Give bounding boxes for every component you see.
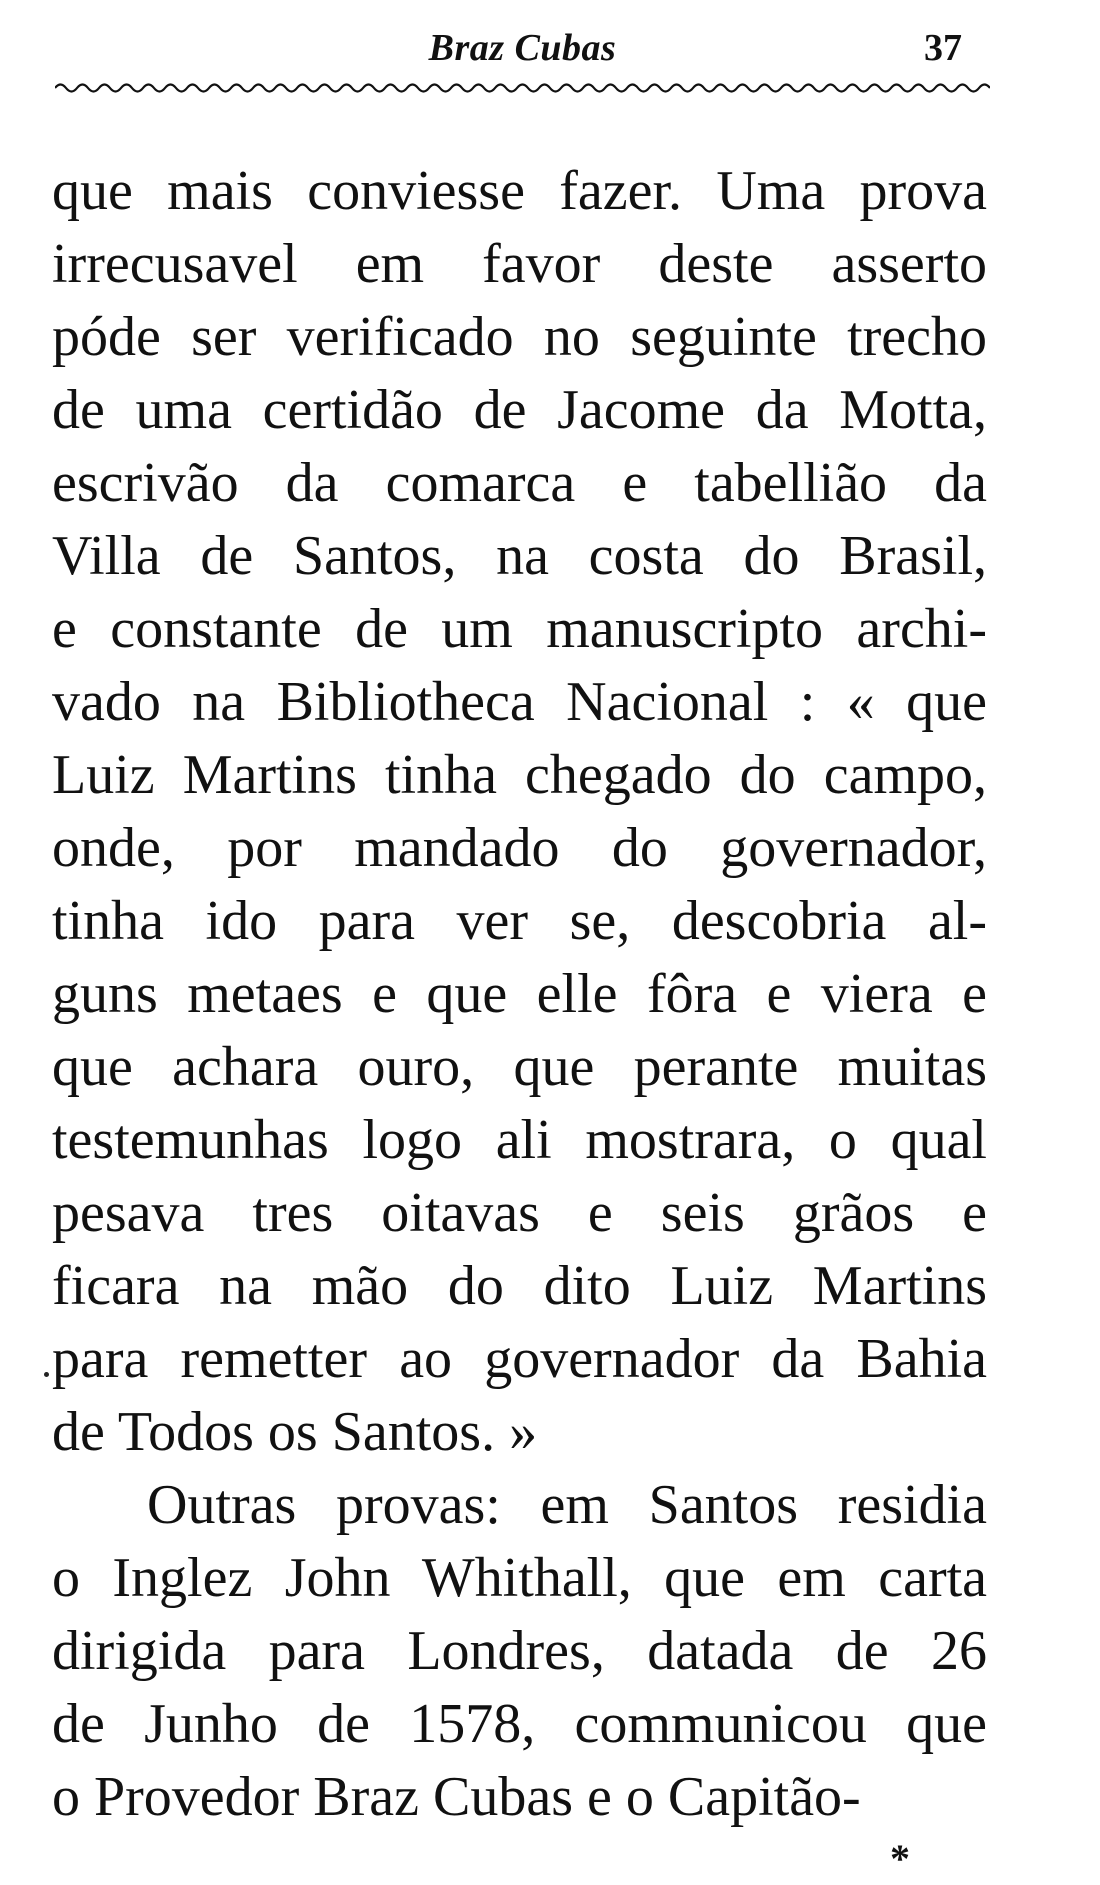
text-line: vado na Bibliotheca Nacional : « que: [52, 671, 987, 733]
text-line: o Inglez John Whithall, que em carta: [52, 1547, 987, 1609]
text-line: e constante de um manuscripto archi-: [52, 598, 987, 660]
print-speck: [44, 1372, 49, 1377]
text-line: que mais conviesse fazer. Uma prova: [52, 160, 987, 222]
text-line: pesava tres oitavas e seis grãos e: [52, 1182, 987, 1244]
text-line: de uma certidão de Jacome da Motta,: [52, 379, 987, 441]
running-head-title: Braz Cubas: [428, 27, 617, 69]
text-line: Villa de Santos, na costa do Brasil,: [52, 525, 987, 587]
text-line: Outras provas: em Santos residia: [147, 1474, 987, 1536]
wavy-rule-ornament: [55, 80, 990, 96]
body-text: [52, 155, 987, 1834]
text-line: escrivão da comarca e tabellião da: [52, 452, 987, 514]
text-line: Luiz Martins tinha chegado do campo,: [52, 744, 987, 806]
text-line: de Todos os Santos. »: [52, 1401, 538, 1463]
text-line: guns metaes e que elle fôra e viera e: [52, 963, 987, 1025]
text-line: tinha ido para ver se, descobria al-: [52, 890, 987, 952]
text-line: onde, por mandado do governador,: [52, 817, 987, 879]
running-head: [55, 18, 990, 88]
text-line: dirigida para Londres, datada de 26: [52, 1620, 987, 1682]
text-line: para remetter ao governador da Bahia: [52, 1328, 987, 1390]
text-line: ficara na mão do dito Luiz Martins: [52, 1255, 987, 1317]
text-line: póde ser verificado no seguinte trecho: [52, 306, 987, 368]
text-line: o Provedor Braz Cubas e o Capitão-: [52, 1766, 861, 1828]
signature-mark: *: [890, 1836, 910, 1881]
text-line: testemunhas logo ali mostrara, o qual: [52, 1109, 987, 1171]
text-line: irrecusavel em favor deste asserto: [52, 233, 987, 295]
text-line: de Junho de 1578, communicou que: [52, 1693, 987, 1755]
page-number: 37: [924, 27, 962, 69]
text-line: que achara ouro, que perante muitas: [52, 1036, 987, 1098]
